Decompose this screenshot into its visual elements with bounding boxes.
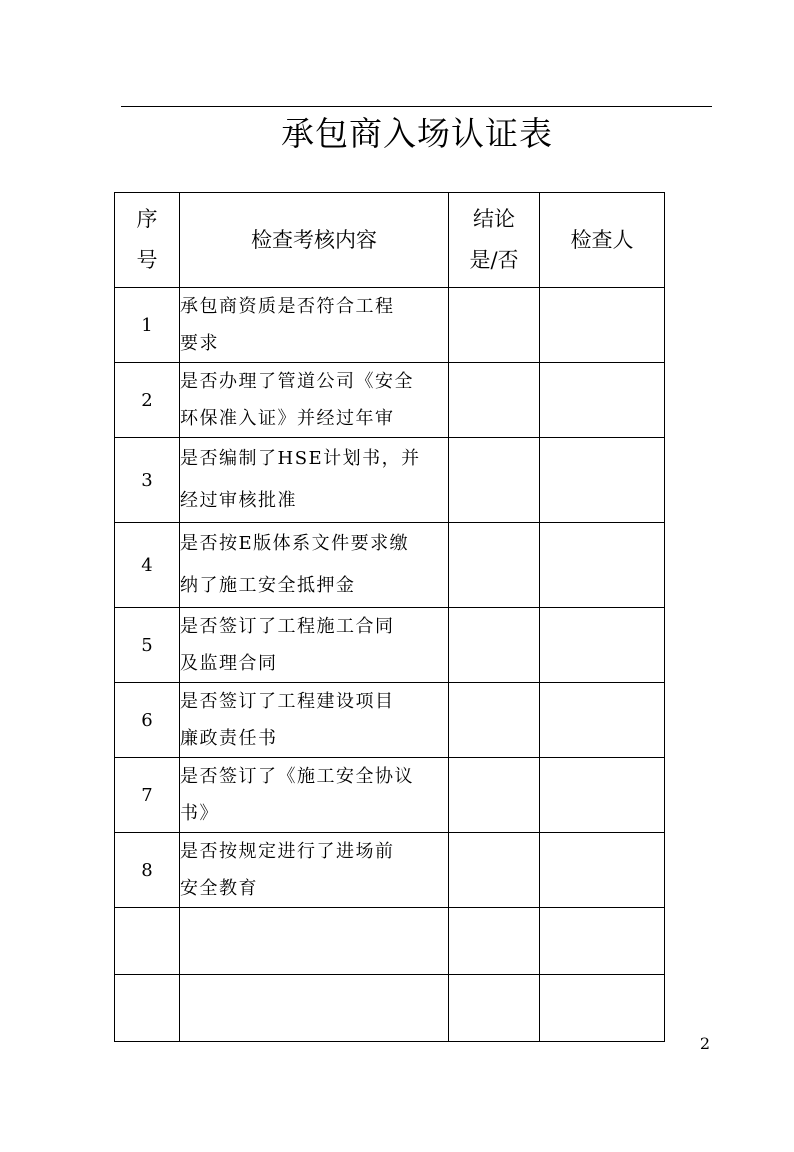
row-result-cell[interactable] (449, 523, 540, 608)
row-content-line2: 纳了施工安全抵押金 (180, 575, 356, 596)
row-content (180, 608, 449, 683)
row-content-line1: 是否签订了工程建设项目 (180, 691, 395, 712)
row-content-line1: 是否按E版体系文件要求缴 (180, 533, 410, 554)
row-content-line1: 是否签订了工程施工合同 (180, 616, 395, 637)
row-content-line1: 是否签订了《施工安全协议 (180, 766, 414, 787)
row-content (180, 758, 449, 833)
row-content (180, 833, 449, 908)
row-seq: 8 (115, 833, 180, 908)
row-content (180, 438, 449, 523)
row-checker-cell[interactable] (540, 758, 665, 833)
table-row (115, 608, 665, 683)
row-seq: 1 (115, 288, 180, 363)
certification-table (114, 192, 665, 1042)
header-result-line2: 是/否 (469, 248, 519, 272)
header-result-line1: 结论 (473, 207, 515, 231)
row-result-cell[interactable] (449, 363, 540, 438)
row-result-cell[interactable] (449, 608, 540, 683)
row-content-line2: 要求 (180, 333, 219, 354)
row-result-cell[interactable] (449, 758, 540, 833)
row-checker-cell[interactable] (540, 288, 665, 363)
row-seq: 2 (115, 363, 180, 438)
header-rule (121, 106, 712, 107)
row-seq: 5 (115, 608, 180, 683)
header-seq (115, 193, 180, 288)
row-content-line2: 书》 (180, 803, 219, 824)
row-content (180, 683, 449, 758)
table-row (115, 523, 665, 608)
header-seq-line2: 号 (136, 248, 158, 272)
header-checker: 检查人 (540, 193, 665, 288)
row-checker-cell[interactable] (540, 833, 665, 908)
row-checker-cell[interactable] (540, 908, 665, 975)
table-row (115, 908, 665, 975)
row-content (180, 523, 449, 608)
row-seq: 6 (115, 683, 180, 758)
header-seq-line1: 序 (136, 207, 158, 231)
row-content-line1: 是否编制了HSE计划书，并 (180, 448, 421, 469)
row-seq: 4 (115, 523, 180, 608)
row-seq: 3 (115, 438, 180, 523)
row-content-line2: 廉政责任书 (180, 728, 278, 749)
page-number: 2 (699, 1034, 711, 1053)
row-checker-cell[interactable] (540, 683, 665, 758)
row-result-cell[interactable] (449, 683, 540, 758)
row-content-line2: 及监理合同 (180, 653, 278, 674)
row-content (180, 363, 449, 438)
row-result-cell[interactable] (449, 438, 540, 523)
row-result-cell[interactable] (449, 288, 540, 363)
row-result-cell[interactable] (449, 908, 540, 975)
table-row (115, 363, 665, 438)
row-seq[interactable] (115, 908, 180, 975)
header-result (449, 193, 540, 288)
document-title: 承包商入场认证表 (281, 114, 553, 153)
row-checker-cell[interactable] (540, 523, 665, 608)
row-seq: 7 (115, 758, 180, 833)
row-content-line1: 是否按规定进行了进场前 (180, 841, 395, 862)
row-content-line2: 经过审核批准 (180, 490, 297, 511)
row-result-cell[interactable] (449, 833, 540, 908)
table-row (115, 833, 665, 908)
table-row (115, 683, 665, 758)
row-seq[interactable] (115, 975, 180, 1042)
table-header-row (115, 193, 665, 288)
table-row (115, 975, 665, 1042)
row-checker-cell[interactable] (540, 438, 665, 523)
row-checker-cell[interactable] (540, 975, 665, 1042)
row-checker-cell[interactable] (540, 363, 665, 438)
row-result-cell[interactable] (449, 975, 540, 1042)
row-content[interactable] (180, 975, 449, 1042)
row-content-line2: 环保准入证》并经过年审 (180, 408, 395, 429)
row-checker-cell[interactable] (540, 608, 665, 683)
table-row (115, 288, 665, 363)
table-row (115, 758, 665, 833)
header-content: 检查考核内容 (180, 193, 449, 288)
row-content-line2: 安全教育 (180, 878, 258, 899)
row-content-line1: 承包商资质是否符合工程 (180, 296, 395, 317)
row-content[interactable] (180, 908, 449, 975)
row-content (180, 288, 449, 363)
table-row (115, 438, 665, 523)
row-content-line1: 是否办理了管道公司《安全 (180, 371, 414, 392)
